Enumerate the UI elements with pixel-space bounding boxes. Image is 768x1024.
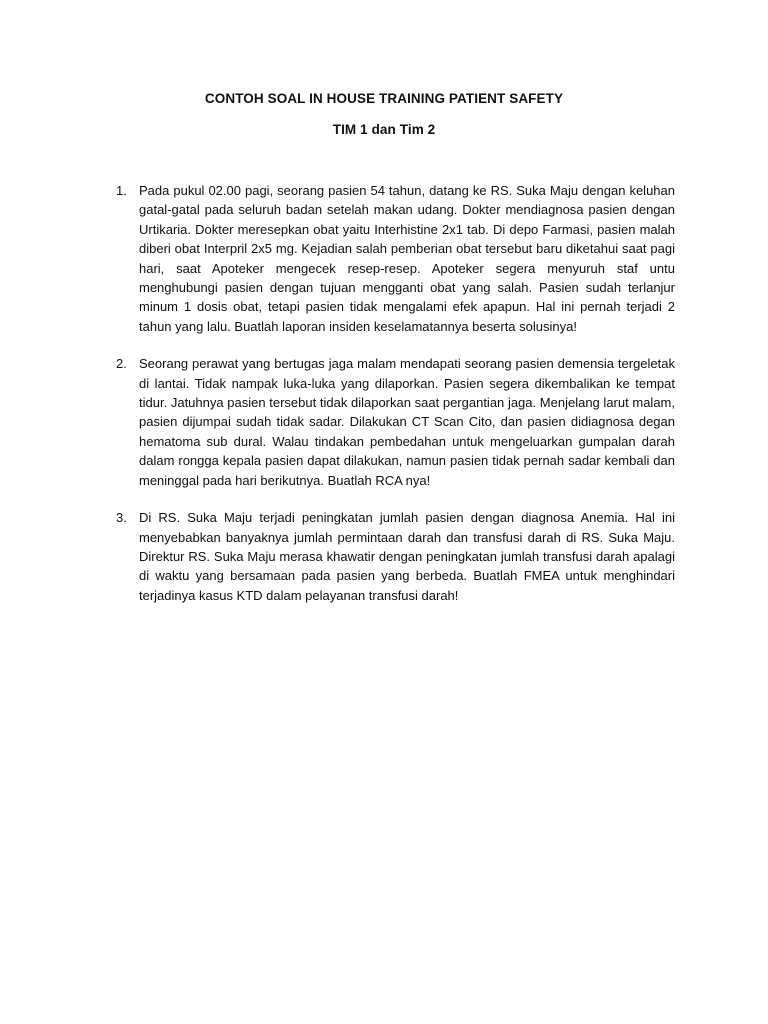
question-text: Pada pukul 02.00 pagi, seorang pasien 54 tahun, datang ke RS. Suka Maju dengan keluhan gatal-gatal pada seluruh badan setelah makan udang. Dokter mendiagnosa pasien dengan Urtikaria. Dokter meresepkan obat yaitu Interhistine 2x1 tab. Di depo Farmasi, pasien malah diberi obat Interpril 2x5 mg. Kejadian salah pemberian obat tersebut baru diketahui saat pagi hari, saat Apoteker mengecek resep-resep. Apoteker segera menyuruh staf untu menghubungi pasien dengan tujuan mengganti obat yang salah. Pasien sudah terlanjur minum 1 dosis obat, tetapi pasien tidak mengalami efek apapun. Hal ini pernah terjadi 2 tahun yang lalu. Buatlah laporan insiden keselamatannya beserta solusinya! — [139, 183, 675, 334]
question-text: Di RS. Suka Maju terjadi peningkatan jumlah pasien dengan diagnosa Anemia. Hal ini menyebabkan banyaknya jumlah permintaan darah dan transfusi darah di RS. Suka Maju. Direktur RS. Suka Maju merasa khawatir dengan peningkatan jumlah transfusi darah apalagi di waktu yang bersamaan pada pasien yang berbeda. Buatlah FMEA untuk menghindari terjadinya kasus KTD dalam pelayanan transfusi darah! — [139, 510, 675, 603]
question-text: Seorang perawat yang bertugas jaga malam mendapati seorang pasien demensia tergeletak di lantai. Tidak nampak luka-luka yang dilaporkan. Pasien segera dikembalikan ke tempat tidur. Jatuhnya pasien tersebut tidak dilaporkan saat pergantian jaga. Menjelang larut malam, pasien dijumpai sudah tidak sadar. Dilakukan CT Scan Cito, dan pasien didiagnosa degan hematoma sub dural. Walau tindakan pembedahan untuk mengeluarkan gumpalan darah dalam rongga kepala pasien dapat dilakukan, namun pasien tidak pernah sadar kembali dan meninggal pada hari berikutnya. Buatlah RCA nya! — [139, 356, 675, 488]
question-number: 3. — [116, 510, 127, 526]
question-item-2 — [116, 354, 675, 490]
question-item-1 — [116, 181, 675, 336]
question-item-3 — [116, 508, 675, 605]
document-title: CONTOH SOAL IN HOUSE TRAINING PATIENT SAFETY — [204, 91, 564, 106]
question-list — [116, 181, 675, 623]
question-number: 1. — [116, 183, 127, 198]
document-subtitle: TIM 1 dan Tim 2 — [332, 122, 436, 137]
question-number: 2. — [116, 356, 127, 372]
